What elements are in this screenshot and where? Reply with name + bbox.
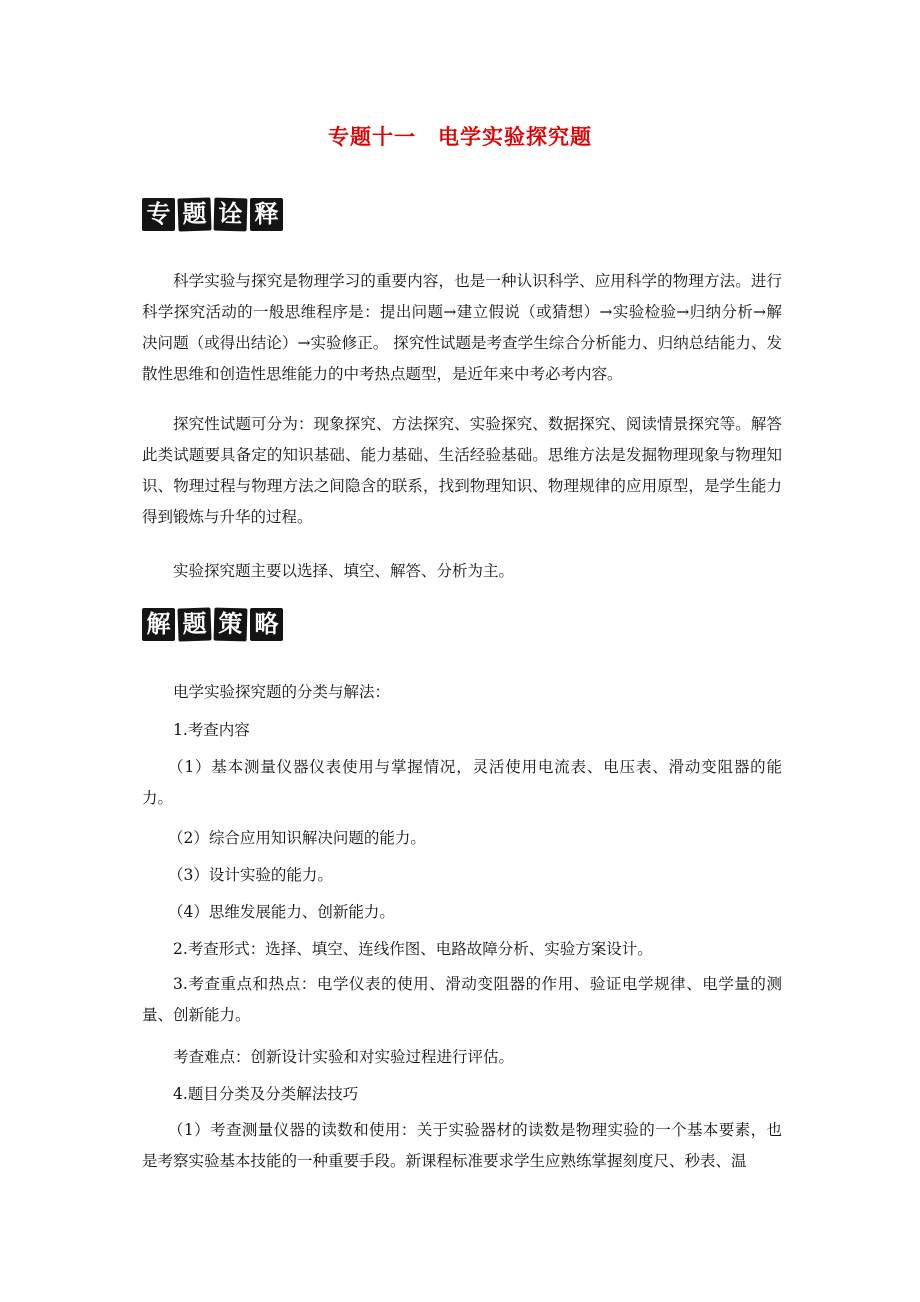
badge-char: 题: [177, 197, 211, 231]
body-line: 考查难点：创新设计实验和对实验过程进行评估。: [173, 1048, 515, 1066]
body-line: 1.考查内容: [173, 721, 250, 739]
body-paragraph: （1）基本测量仪器仪表使用与掌握情况，灵活使用电流表、电压表、滑动变阻器的能力。: [142, 758, 782, 807]
section-badge-strategy: [142, 608, 283, 641]
body-line: 2.考查形式：选择、填空、连线作图、电路故障分析、实验方案设计。: [173, 940, 653, 958]
body-paragraph: 科学实验与探究是物理学习的重要内容，也是一种认识科学、应用科学的物理方法。进行科学探究活动的一般思维程序是：提出问题→建立假说（或猜想）→实验检验→归纳分析→解决问题（或得出结论）→实验修正。 探究性试题是考查学生综合分析能力、归纳总结能力、发散性思维和创造性思维能力的中考热点题型，是近年来中考必考内容。: [142, 272, 782, 383]
body-line: 4.题目分类及分类解法技巧: [173, 1085, 359, 1103]
body-paragraph: 实验探究题主要以选择、填空、解答、分析为主。: [173, 562, 515, 580]
badge-char: 策: [214, 608, 248, 642]
badge-char: 略: [250, 608, 283, 641]
badge-char: 释: [250, 198, 283, 231]
body-paragraph: 3.考查重点和热点：电学仪表的使用、滑动变阻器的作用、验证电学规律、电学量的测量、创新能力。: [142, 975, 782, 1024]
badge-char: 解: [142, 608, 175, 641]
body-line: （4）思维发展能力、创新能力。: [168, 903, 395, 921]
body-paragraph: 探究性试题可分为：现象探究、方法探究、实验探究、数据探究、阅读情景探究等。解答此类试题要具备定的知识基础、能力基础、生活经验基础。思维方法是发掘物理现象与物理知识、物理过程与物理方法之间隐含的联系，找到物理知识、物理规律的应用原型，是学生能力得到锻炼与升华的过程。: [142, 415, 782, 526]
body-line: （2）综合应用知识解决问题的能力。: [168, 829, 426, 847]
badge-char: 诠: [214, 198, 248, 232]
section-badge-interpretation: [142, 198, 283, 231]
page-title: 专题十一 电学实验探究题: [328, 124, 592, 149]
body-line: 电学实验探究题的分类与解法：: [173, 683, 391, 701]
body-line: （3）设计实验的能力。: [168, 866, 333, 884]
badge-char: 题: [177, 607, 211, 641]
body-paragraph: （1）考查测量仪器的读数和使用：关于实验器材的读数是物理实验的一个基本要素，也是考察实验基本技能的一种重要手段。新课程标准要求学生应熟练掌握刻度尺、秒表、温: [142, 1121, 782, 1170]
badge-char: 专: [142, 198, 175, 231]
